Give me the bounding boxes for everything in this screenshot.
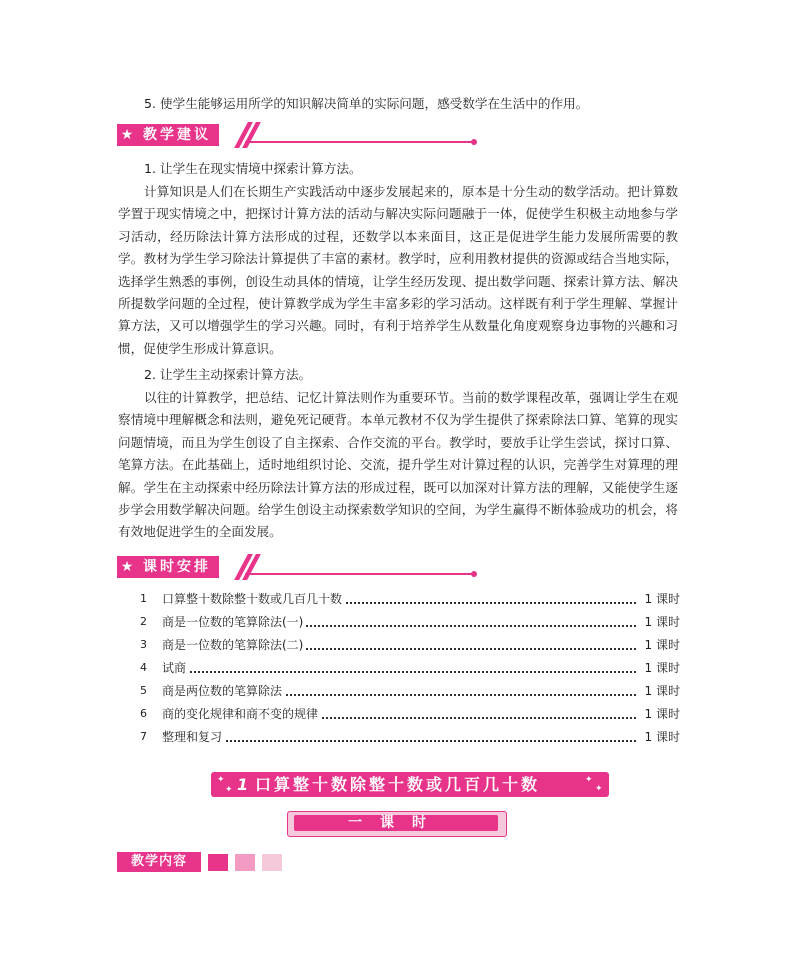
sparkle-icon: ✦ [585, 775, 593, 785]
item-hours: 1 课时 [643, 681, 680, 701]
item-hours: 1 课时 [643, 589, 680, 609]
schedule-item [140, 681, 680, 701]
section-banner-schedule [117, 556, 377, 578]
leader-dots [162, 740, 636, 742]
section-title: 课时安排 [137, 556, 219, 578]
star-icon: ★ [117, 556, 137, 578]
suggestion-1-body: 计算知识是人们在长期生产实践活动中逐步发展起来的，原本是十分生动的数学活动。把计算数学置于现实情境之中，把探讨计算方法的活动与解决实际问题融于一体，促使学生积极主动地参与学习活动，经历除法计算方法形成的过程，还数学以本来面目，这正是促进学生能力发展所需要的教学。教材为学生学习除法计算提供了丰富的素材。教学时，应利用教材提供的资源或结合当地实际，选择学生熟悉的事例，创设生动具体的情境，让学生经历发现、提出数学问题、探索计算方法、解决所提数学问题的全过程，使计算教学成为学生丰富多彩的学习活动。这样既有利于学生理解、掌握计算方法，又可以增强学生的学习兴趣。同时，有利于培养学生从数量化角度观察身边事物的兴趣和习惯，促使学生形成计算意识。 [118, 184, 678, 356]
square-decoration [262, 854, 282, 871]
schedule-item [140, 658, 680, 678]
lesson-title-banner [211, 772, 609, 797]
item-hours: 1 课时 [643, 658, 680, 678]
divider [245, 141, 473, 143]
star-icon: ★ [117, 124, 137, 146]
objective-5: 5. 使学生能够运用所学的知识解决简单的实际问题，感受数学在生活中的作用。 [144, 96, 589, 111]
item-number: 2 [140, 615, 147, 628]
period-label: 一课时 [294, 815, 498, 831]
item-hours: 1 课时 [643, 612, 680, 632]
item-title: 整理和复习 [162, 727, 224, 747]
square-decoration [208, 854, 228, 871]
item-title: 商是一位数的笔算除法(二) [162, 635, 305, 655]
item-hours: 1 课时 [643, 727, 680, 747]
schedule-item [140, 612, 680, 632]
schedule-item [140, 704, 680, 724]
item-number: 1 [140, 592, 147, 605]
sparkle-icon: ✦ [225, 785, 233, 795]
lesson-title: 口算整十数除整十数或几百几十数 [255, 775, 541, 794]
section-title: 教学建议 [137, 124, 219, 146]
dot-decoration [471, 571, 477, 577]
content-tag: 教学内容 [117, 852, 201, 872]
leader-dots [162, 671, 636, 673]
item-title: 商是一位数的笔算除法(一) [162, 612, 305, 632]
item-number: 7 [140, 730, 147, 743]
dot-decoration [471, 139, 477, 145]
item-number: 3 [140, 638, 147, 651]
item-hours: 1 课时 [643, 704, 680, 724]
item-number: 6 [140, 707, 147, 720]
item-title: 商是两位数的笔算除法 [162, 681, 284, 701]
square-decoration [235, 854, 255, 871]
period-banner [287, 811, 507, 837]
item-number: 5 [140, 684, 147, 697]
item-hours: 1 课时 [643, 635, 680, 655]
schedule-item [140, 635, 680, 655]
schedule-item [140, 589, 680, 609]
item-number: 4 [140, 661, 147, 674]
suggestion-2-heading: 2. 让学生主动探索计算方法。 [144, 367, 312, 382]
suggestion-2-body: 以往的计算教学，把总结、记忆计算法则作为重要环节。当前的数学课程改革，强调让学生在观察情境中理解概念和法则，避免死记硬背。本单元教材不仅为学生提供了探索除法口算、笔算的现实问题情境，而且为学生创设了自主探索、合作交流的平台。教学时，要放手让学生尝试，探讨口算、笔算方法。在此基础上，适时地组织讨论、交流，提升学生对计算过程的认识，完善学生对算理的理解。学生在主动探索中经历除法计算方法的形成过程，既可以加深对计算方法的理解，又能使学生逐步学会用数学解决问题。给学生创设主动探索数学知识的空间，为学生赢得不断体验成功的机会，将有效地促进学生的全面发展。 [118, 390, 678, 540]
section-banner-suggestions [117, 124, 377, 146]
divider [245, 573, 473, 575]
item-title: 试商 [162, 658, 188, 678]
item-title: 商的变化规律和商不变的规律 [162, 704, 320, 724]
lesson-number: 1 [237, 775, 249, 794]
sparkle-icon: ✦ [595, 784, 603, 794]
schedule-item [140, 727, 680, 747]
sparkle-icon: ✦ [217, 775, 225, 785]
item-title: 口算整十数除整十数或几百几十数 [162, 589, 344, 609]
suggestion-1-heading: 1. 让学生在现实情境中探索计算方法。 [144, 161, 362, 176]
